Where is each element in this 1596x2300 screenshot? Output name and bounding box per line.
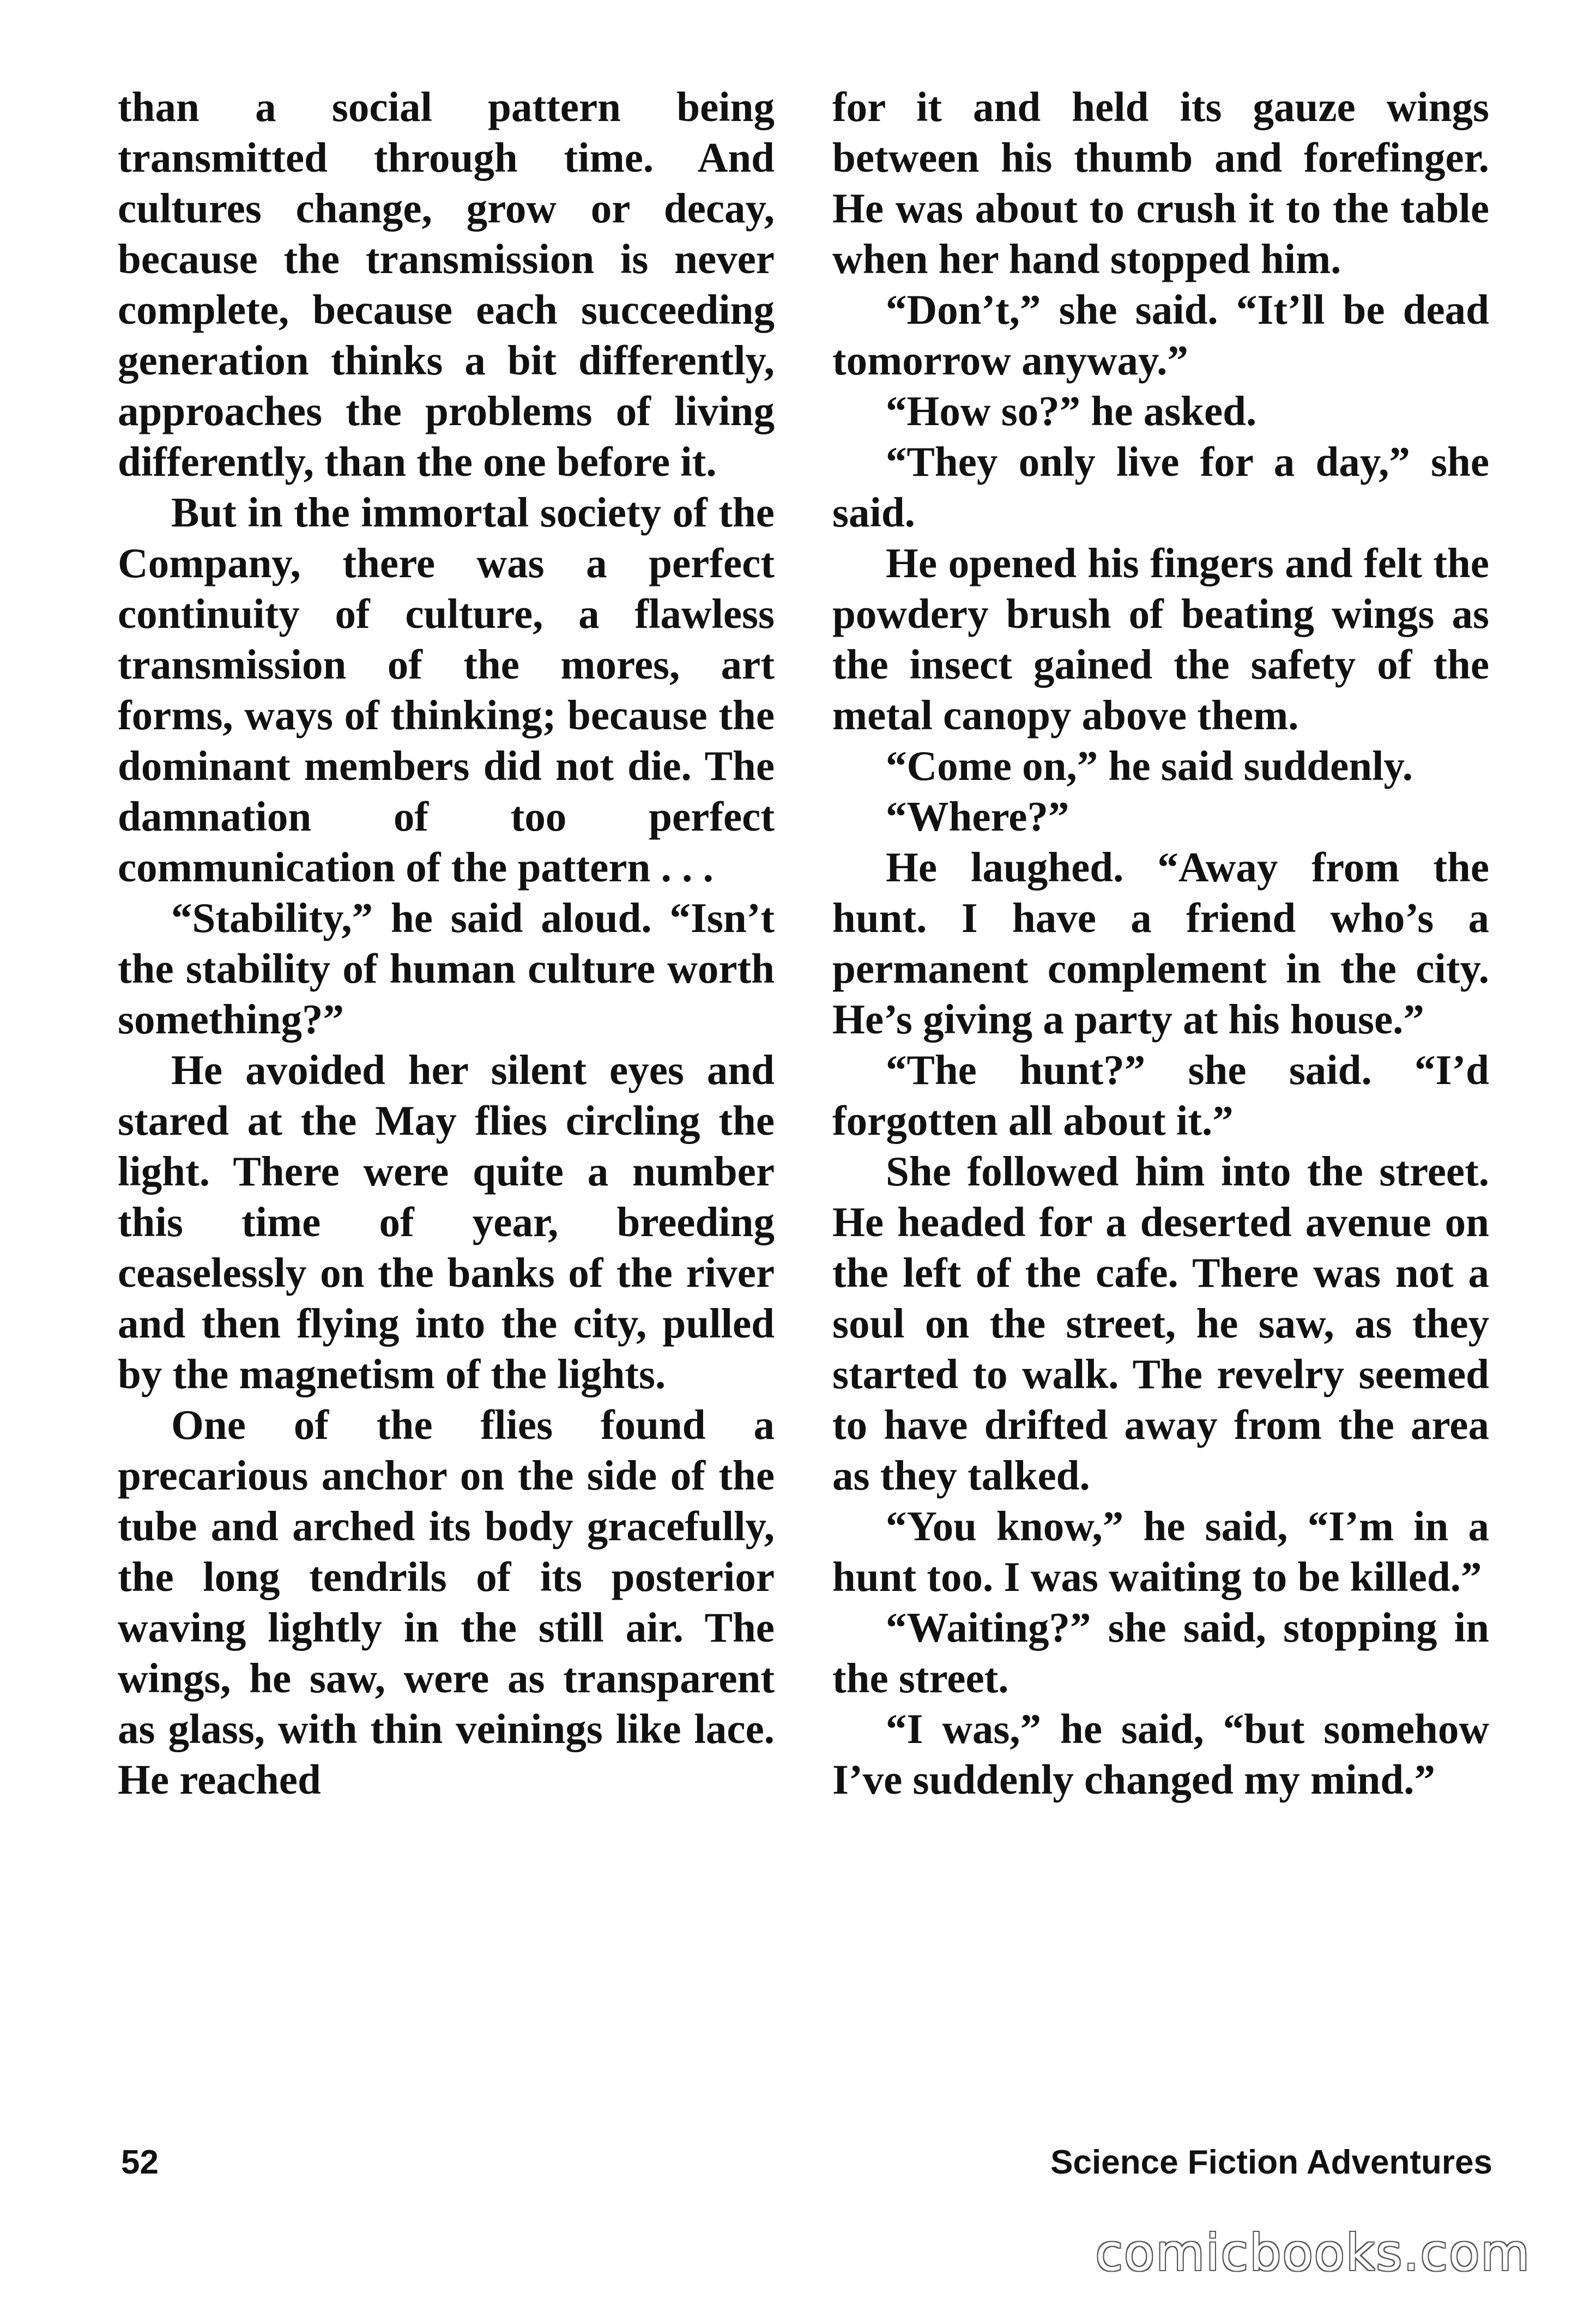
- paragraph: “The hunt?” she said. “I’d forgotten all about it.”: [832, 1046, 1489, 1144]
- paragraph: “You know,” he said, “I’m in a hunt too. I was waiting to be killed.”: [832, 1503, 1489, 1600]
- paragraph: One of the flies found a precarious anchor on the side of the tube and arched its body gracefully, the long tendrils of its posterior waving lightly in the still air. The wings, he saw, were as transparent as glass, with thin veinings like lace. He reached: [118, 1401, 775, 1803]
- paragraph: He opened his fingers and felt the powdery brush of beating wings as the insect gained the safety of the metal canopy above them.: [832, 540, 1489, 739]
- right-text-column: [832, 82, 1489, 1805]
- paragraph: “Waiting?” she said, stopping in the street.: [832, 1604, 1489, 1702]
- page-number: 52: [121, 2144, 159, 2181]
- paragraph: “Don’t,” she said. “It’ll be dead tomorrow anyway.”: [832, 286, 1489, 384]
- paragraph: “How so?” he asked.: [886, 388, 1257, 434]
- paragraph: “Stability,” he said aloud. “Isn’t the stability of human culture worth something?”: [118, 894, 775, 1043]
- paragraph: “Come on,” he said suddenly.: [886, 742, 1413, 789]
- paragraph: for it and held its gauze wings between his thumb and forefinger. He was about to crush it to the table when her hand stopped him.: [832, 83, 1489, 282]
- paragraph: “They only live for a day,” she said.: [832, 438, 1489, 536]
- paragraph: than a social pattern being transmitted through time. And cultures change, grow or decay, because the transmission is never complete, because each succeeding generation thinks a bit differently, approaches the problems of living differently, than the one before it.: [118, 83, 775, 485]
- paragraph: She followed him into the street. He headed for a deserted avenue on the left of the cafe. There was not a soul on the street, he saw, as they started to walk. The revelry seemed to have drifted away from the area as they talked.: [832, 1148, 1489, 1499]
- magazine-title: Science Fiction Adventures: [1050, 2144, 1492, 2181]
- paragraph: “I was,” he said, “but somehow I’ve suddenly changed my mind.”: [832, 1705, 1489, 1803]
- paragraph: “Where?”: [886, 793, 1069, 840]
- paragraph: But in the immortal society of the Company, there was a perfect continuity of culture, a flawless transmission of the mores, art forms, ways of thinking; because the dominant members did not die. The damnation of too perfect communication of the pattern . . .: [118, 489, 775, 891]
- left-text-column: [118, 82, 775, 1805]
- paragraph: He laughed. “Away from the hunt. I have a friend who’s a permanent complement in the city. He’s giving a party at his house.”: [832, 844, 1489, 1043]
- watermark: comicbooks.com: [1095, 2224, 1531, 2282]
- paragraph: He avoided her silent eyes and stared at the May flies circling the light. There were quite a number this time of year, breeding ceaselessly on the banks of the river and then flying into the city, pulled by the magnetism of the lights.: [118, 1046, 775, 1397]
